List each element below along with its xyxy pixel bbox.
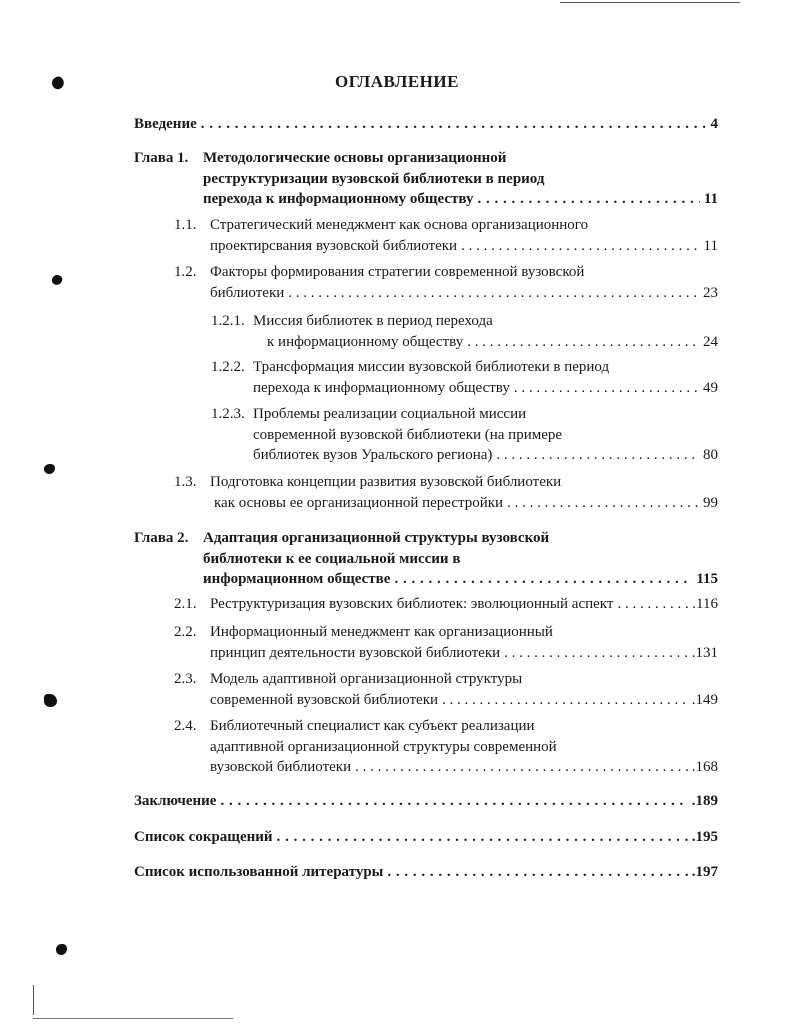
toc-entry-number: 1.2.2. [211, 359, 245, 375]
toc-entry-title: адаптивной организационной структуры современной [210, 738, 557, 755]
toc-entry-number: 1.2.1. [211, 313, 245, 329]
toc-entry-title: Заключение [134, 793, 217, 809]
toc-entry-2-1[interactable] [174, 594, 718, 615]
toc-entry-title: современной вузовской библиотеки (на примере [253, 426, 563, 443]
toc-entry-introduction[interactable] [134, 114, 718, 135]
punch-hole-mark [56, 944, 67, 955]
toc-entry-title: Трансформация миссии вузовской библиотеки в период [253, 359, 610, 375]
toc-entry-title: Реструктуризация вузовских библиотек: эволюционный аспект [210, 596, 614, 612]
toc-page-number: .168 [691, 759, 718, 775]
toc-entry-number: 1.2.3. [211, 406, 245, 422]
toc-page-number: 24 [703, 333, 718, 350]
toc-entry-title: как основы ее организационной перестройки [214, 494, 504, 511]
toc-entry-abbreviations[interactable] [134, 827, 718, 848]
toc-entry-1-2-1[interactable] [211, 311, 718, 352]
toc-page-number: .116 [692, 596, 718, 612]
toc-entry-number: 2.4. [174, 718, 197, 734]
toc-entry-2-3[interactable] [174, 669, 718, 710]
toc-entry-title: Адаптация организационной структуры вузовской [203, 530, 550, 546]
toc-entry-1-2[interactable] [174, 262, 718, 303]
toc-entry-bibliography[interactable] [134, 862, 718, 883]
toc-page-number: 115 [696, 571, 718, 587]
toc-entry-title: перехода к информационному обществу [203, 191, 474, 207]
toc-entry-number: Глава 2. [134, 530, 189, 546]
toc-entry-title: реструктуризации вузовской библиотеки в период [203, 170, 545, 187]
toc-entry-title: Список использованной литературы [134, 864, 384, 880]
toc-page-number: 99 [703, 494, 718, 511]
toc-page-number: 11 [703, 191, 718, 207]
page-title: ОГЛАВЛЕНИЕ [335, 72, 459, 91]
toc-page-number: 11 [703, 237, 718, 254]
toc-page-number: .197 [691, 864, 718, 880]
toc-page-number: .195 [691, 829, 718, 845]
toc-page-number: .131 [691, 644, 718, 661]
toc-entry-title: библиотеки к ее социальной миссии в [203, 550, 461, 567]
toc-entry-title: Список сокращений [134, 829, 273, 845]
toc-entry-1-3[interactable] [174, 472, 718, 513]
toc-entry-title: Информационный менеджмент как организационный [210, 624, 553, 640]
toc-page-number: .149 [691, 691, 718, 708]
toc-entry-title: библиотеки [210, 284, 285, 301]
toc-entry-title: Факторы формирования стратегии современной вузовской [210, 264, 585, 280]
toc-entry-title: Миссия библиотек в период перехода [253, 313, 493, 329]
toc-page-number: 80 [703, 447, 718, 463]
toc-entry-number: 1.2. [174, 264, 197, 280]
toc-entry-number: 2.3. [174, 671, 197, 687]
toc-entry-title: проектирсвания вузовской библиотеки [210, 237, 458, 254]
toc-entry-title: Введение [134, 116, 197, 132]
toc-entry-title: современной вузовской библиотеки [210, 691, 439, 708]
toc-entry-title: Модель адаптивной организационной структуры [210, 671, 523, 687]
toc-page-number: 23 [703, 284, 718, 301]
toc-entry-title: Методологические основы организационной [203, 150, 507, 166]
toc-entry-conclusion[interactable] [134, 791, 718, 812]
toc-entry-1-2-3[interactable] [211, 404, 718, 466]
toc-entry-chapter-2[interactable] [134, 528, 718, 590]
toc-entry-title: Стратегический менеджмент как основа организационного [210, 217, 589, 233]
toc-entry-2-4[interactable] [174, 716, 718, 778]
toc-entry-1-1[interactable] [174, 215, 718, 256]
toc-entry-chapter-1[interactable] [134, 148, 718, 210]
toc-entry-title: Подготовка концепции развития вузовской библиотеки [210, 474, 562, 490]
scan-edge-line [560, 2, 740, 3]
toc-page-number: .189 [691, 793, 718, 809]
scan-edge-line [33, 985, 34, 1015]
toc-page-number: 4 [710, 116, 718, 132]
toc-entry-2-2[interactable] [174, 622, 718, 663]
scan-edge-line [33, 1018, 233, 1019]
toc-entry-1-2-2[interactable] [211, 357, 718, 398]
punch-hole-mark [44, 694, 57, 707]
toc-entry-title: к информационному обществу [267, 333, 464, 350]
toc-entry-number: 1.3. [174, 474, 197, 490]
punch-hole-mark [51, 274, 64, 287]
toc-page-number: 49 [703, 379, 718, 396]
toc-entry-number: 2.2. [174, 624, 197, 640]
toc-entry-title: библиотек вузов Уральского региона) [253, 447, 493, 463]
toc-entry-title: Проблемы реализации социальной миссии [253, 406, 527, 422]
toc-entry-number: Глава 1. [134, 150, 189, 166]
toc-entry-title: принцип деятельности вузовской библиотеки [210, 644, 501, 661]
toc-entry-number: 1.1. [174, 217, 197, 233]
toc-entry-title: информационном обществе [203, 571, 391, 587]
toc-entry-title: вузовской библиотеки [210, 759, 352, 775]
toc-entry-title: Библиотечный специалист как субъект реализации [210, 718, 535, 734]
punch-hole-mark [44, 464, 55, 474]
toc-entry-number: 2.1. [174, 596, 197, 612]
toc-entry-title: перехода к информационному обществу [253, 379, 510, 396]
